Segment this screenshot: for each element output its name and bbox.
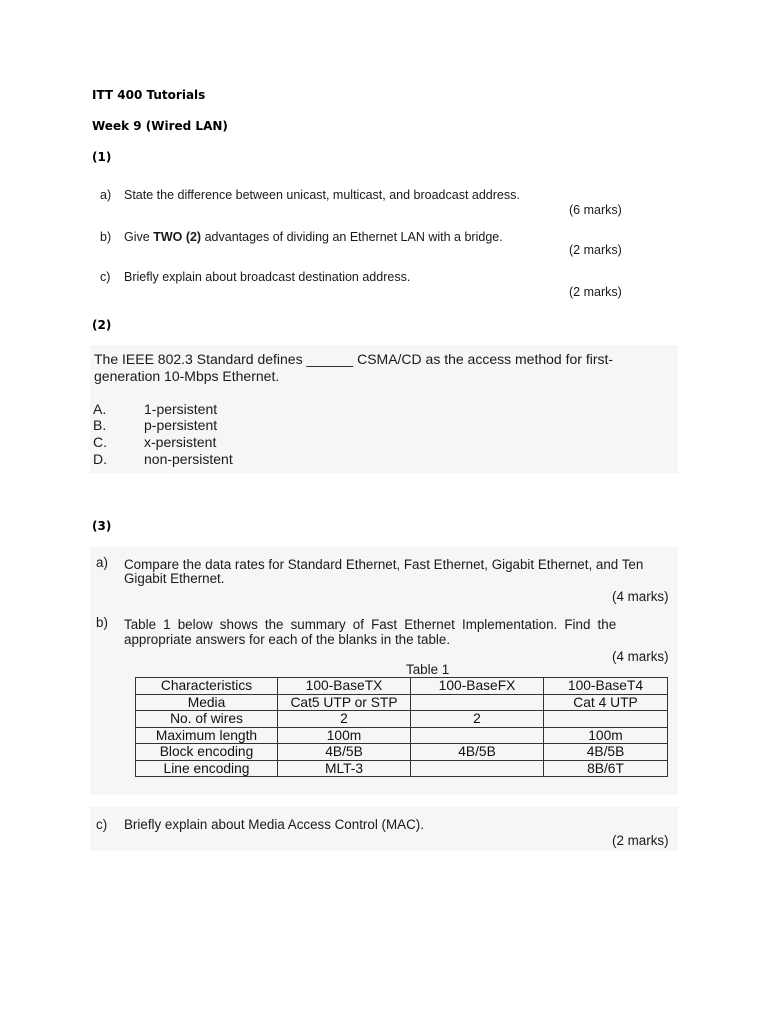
table-cell: 4B/5B — [278, 744, 411, 761]
table-cell: Cat5 UTP or STP — [278, 694, 411, 711]
table-cell-blank — [544, 711, 668, 728]
table-row — [136, 727, 668, 744]
part-a-line-2: Gigabit Ethernet. — [124, 571, 225, 586]
part-text: Briefly explain about broadcast destination address. — [124, 270, 411, 284]
table-cell: 2 — [278, 711, 411, 728]
table-cell: 2 — [411, 711, 544, 728]
question-1-number: (1) — [92, 150, 112, 164]
part-b-line-2: appropriate answers for each of the blanks in the table. — [124, 632, 451, 647]
table-row — [136, 760, 668, 777]
table-header-cell: 100-BaseFX — [411, 678, 544, 695]
part-label: b) — [96, 615, 108, 630]
table-row — [136, 744, 668, 761]
part-label: a) — [100, 188, 112, 202]
table-cell: Maximum length — [136, 727, 278, 744]
fast-ethernet-table — [135, 677, 668, 777]
table-cell: 4B/5B — [544, 744, 668, 761]
question-2-scan — [90, 345, 678, 473]
option-b-text: p-persistent — [144, 417, 218, 433]
table-cell: No. of wires — [136, 711, 278, 728]
part-label: b) — [100, 230, 112, 244]
part-label: c) — [96, 817, 108, 832]
marks: (2 marks) — [569, 285, 622, 299]
bold-text: TWO (2) — [153, 230, 202, 244]
marks: (4 marks) — [612, 649, 669, 664]
option-a-letter: A. — [93, 401, 107, 417]
part-b-line-1: Table 1 below shows the summary of Fast Ethernet Implementation. Find the — [124, 617, 617, 632]
table-header-cell: 100-BaseT4 — [544, 678, 668, 695]
part-c-text: Briefly explain about Media Access Control (MAC). — [124, 817, 424, 832]
document-title: ITT 400 Tutorials — [92, 88, 206, 102]
marks: (4 marks) — [612, 589, 669, 604]
table-cell: Block encoding — [136, 744, 278, 761]
table-cell-blank — [411, 727, 544, 744]
question-2-number: (2) — [92, 318, 112, 332]
table-cell-blank — [411, 760, 544, 777]
table-cell: Line encoding — [136, 760, 278, 777]
table-cell: Media — [136, 694, 278, 711]
option-c-letter: C. — [93, 434, 107, 450]
table-row — [136, 694, 668, 711]
table-cell: 100m — [544, 727, 668, 744]
table-caption: Table 1 — [406, 662, 450, 677]
question-2-text-line-2: generation 10-Mbps Ethernet. — [94, 368, 280, 384]
table-cell: 4B/5B — [411, 744, 544, 761]
marks: (2 marks) — [569, 243, 622, 257]
part-text: State the difference between unicast, multicast, and broadcast address. — [124, 188, 520, 202]
table-cell: 8B/6T — [544, 760, 668, 777]
table-cell: Cat 4 UTP — [544, 694, 668, 711]
option-b-letter: B. — [93, 417, 107, 433]
table-cell: MLT-3 — [278, 760, 411, 777]
option-a-text: 1-persistent — [144, 401, 218, 417]
part-a-line-1: Compare the data rates for Standard Ethernet, Fast Ethernet, Gigabit Ethernet, and Ten — [124, 557, 644, 572]
question-2-text-line-1: The IEEE 802.3 Standard defines ______ CSMA/CD as the access method for first- — [94, 351, 614, 367]
table-header-cell: Characteristics — [136, 678, 278, 695]
part-label: c) — [100, 270, 111, 284]
question-3-number: (3) — [92, 519, 112, 533]
table-header-row — [136, 678, 668, 695]
part-label: a) — [96, 555, 108, 570]
option-d-letter: D. — [93, 451, 107, 467]
marks: (6 marks) — [569, 203, 622, 217]
table-cell: 100m — [278, 727, 411, 744]
option-c-text: x-persistent — [144, 434, 217, 450]
table-header-cell: 100-BaseTX — [278, 678, 411, 695]
part-text: Give TWO (2) advantages of dividing an Ethernet LAN with a bridge. — [124, 230, 503, 244]
table-cell-blank — [411, 694, 544, 711]
option-d-text: non-persistent — [144, 451, 233, 467]
marks: (2 marks) — [612, 833, 669, 848]
table-row — [136, 711, 668, 728]
week-heading: Week 9 (Wired LAN) — [92, 119, 228, 133]
